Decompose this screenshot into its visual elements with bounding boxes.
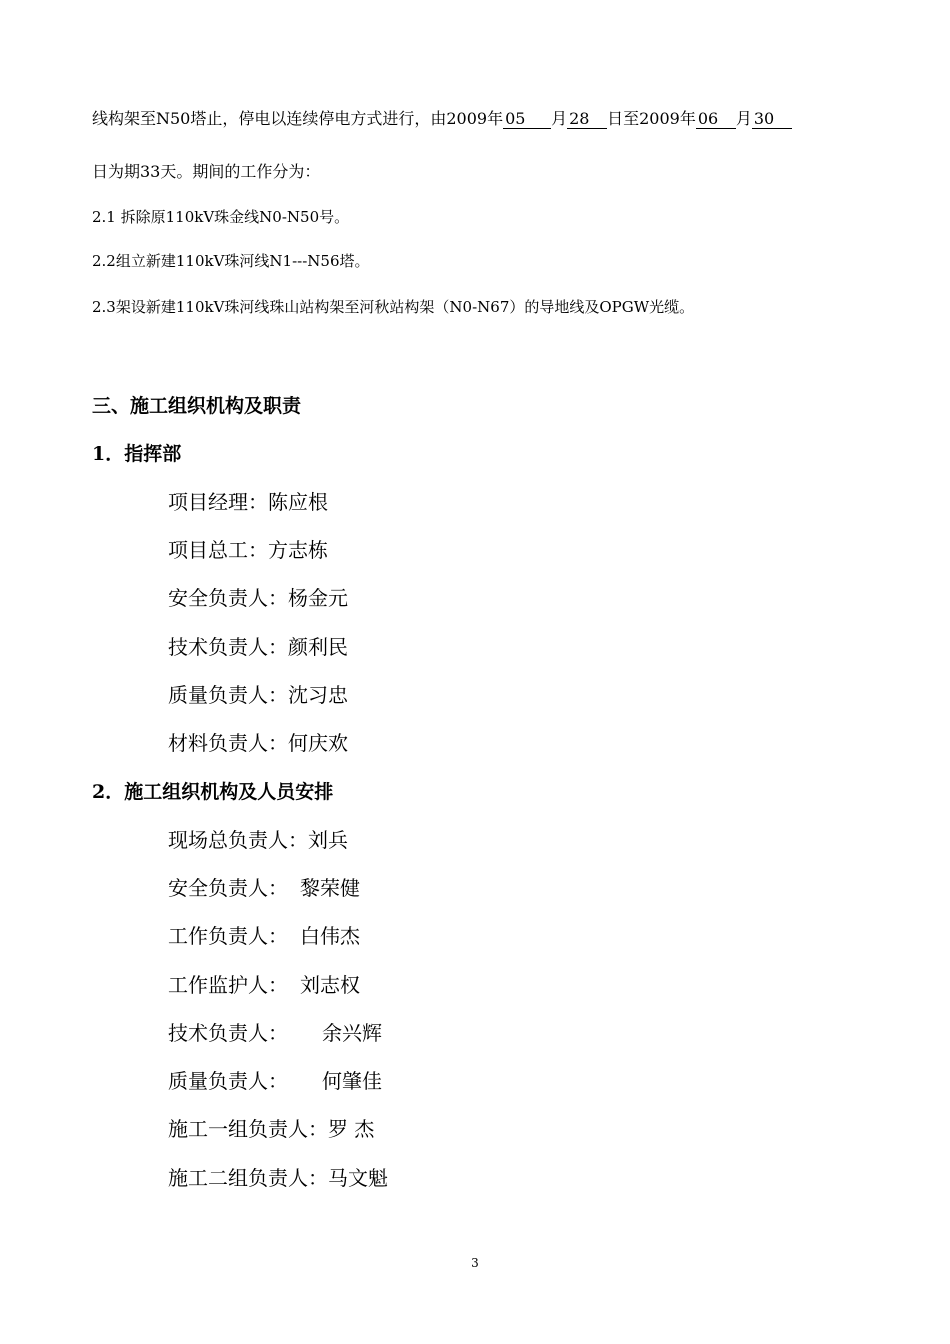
text-run: 线构架至N50塔止，停电以连续停电方式进行，由2009年 <box>92 109 504 128</box>
role-label: 技术负责人： <box>168 1021 288 1045</box>
role-label: 材料负责人： <box>168 731 288 755</box>
person-row <box>168 1017 382 1046</box>
underlined-month: 05 <box>503 111 551 129</box>
item-2-3: 2.3架设新建110kV珠河线珠山站构架至河秋站构架（N0-N67）的导地线及OPGW光缆。 <box>92 298 695 316</box>
role-label: 质量负责人： <box>168 1069 288 1093</box>
person-name: 刘志权 <box>300 973 360 997</box>
paragraph-line-2: 日为期33天。期间的工作分为： <box>92 162 321 181</box>
person-name: 沈习忠 <box>288 683 348 707</box>
paragraph-line-1 <box>92 106 792 129</box>
person-row <box>168 486 328 515</box>
person-row <box>168 920 360 949</box>
subsection-2-heading: 2．施工组织机构及人员安排 <box>92 781 334 803</box>
person-name: 余兴辉 <box>322 1021 382 1045</box>
role-label: 质量负责人： <box>168 683 288 707</box>
item-2-1: 2.1 拆除原110kV珠金线N0-N50号。 <box>92 208 350 226</box>
person-row <box>168 582 348 611</box>
person-row <box>168 1065 382 1094</box>
person-name: 杨金元 <box>288 586 348 610</box>
role-label: 项目总工： <box>168 538 268 562</box>
page-number: 3 <box>471 1256 479 1270</box>
person-row <box>168 1162 388 1191</box>
person-name: 方志栋 <box>268 538 328 562</box>
role-label: 施工二组负责人： <box>168 1166 328 1190</box>
underlined-day: 28 <box>567 111 607 129</box>
text-run: 日至2009年 <box>607 109 696 128</box>
underlined-day: 30 <box>752 111 792 129</box>
person-name: 白伟杰 <box>300 924 360 948</box>
person-name: 刘兵 <box>308 828 348 852</box>
section-3-heading: 三、施工组织机构及职责 <box>92 395 302 417</box>
person-row <box>168 631 348 660</box>
person-row <box>168 679 348 708</box>
person-name: 黎荣健 <box>300 876 360 900</box>
subsection-1-heading: 1．指挥部 <box>92 443 182 465</box>
person-row <box>168 727 348 756</box>
person-name: 罗 杰 <box>328 1117 375 1141</box>
person-name: 马文魁 <box>328 1166 388 1190</box>
role-label: 施工一组负责人： <box>168 1117 328 1141</box>
person-name: 陈应根 <box>268 490 328 514</box>
role-label: 工作监护人： <box>168 973 288 997</box>
person-name: 何肇佳 <box>322 1069 382 1093</box>
person-row <box>168 1113 374 1142</box>
person-name: 何庆欢 <box>288 731 348 755</box>
text-run: 月 <box>551 109 568 128</box>
role-label: 项目经理： <box>168 490 268 514</box>
role-label: 技术负责人： <box>168 635 288 659</box>
person-row <box>168 969 360 998</box>
person-row <box>168 824 348 853</box>
item-2-2: 2.2组立新建110kV珠河线N1---N56塔。 <box>92 252 370 270</box>
underlined-month: 06 <box>696 111 736 129</box>
person-row <box>168 872 360 901</box>
role-label: 现场总负责人： <box>168 828 308 852</box>
role-label: 安全负责人： <box>168 876 288 900</box>
person-row <box>168 534 328 563</box>
role-label: 工作负责人： <box>168 924 288 948</box>
text-run: 月 <box>735 109 752 128</box>
role-label: 安全负责人： <box>168 586 288 610</box>
person-name: 颜利民 <box>288 635 348 659</box>
